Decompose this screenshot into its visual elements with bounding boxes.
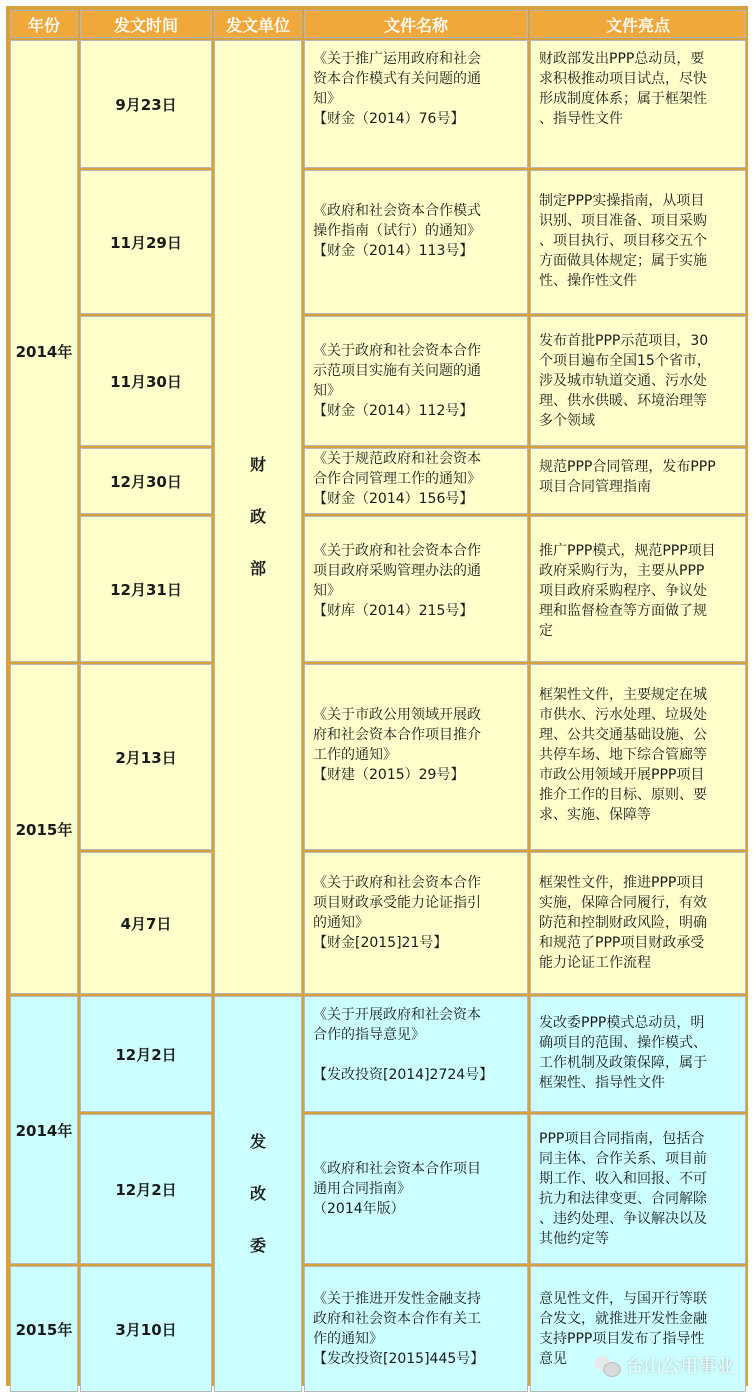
unit-char: 改: [250, 1184, 266, 1203]
highlight-cell: PPP项目合同指南，包括合 同主体、合作关系、项目前 期工作、收入和回报、不可 抗力和法律变更、合同解除 、违约处理、争议解决以及 其他约定等: [530, 1114, 746, 1264]
highlight-cell: 意见性文件，与国开行等联 合发文，就推进开发性金融 支持PPP项目发布了指导性 意见: [530, 1266, 746, 1392]
file-name-cell: 《关于市政公用领域开展政 府和社会资本合作项目推介 工作的通知》 【财建（2015）29号】: [304, 664, 528, 850]
file-name-cell: 《关于规范政府和社会资本 合作合同管理工作的通知》 【财金（2014）156号】: [304, 448, 528, 514]
date-cell: 12月31日: [80, 516, 212, 662]
header-row: [10, 10, 746, 38]
highlight-cell: 发布首批PPP示范项目，30 个项目遍布全国15个省市， 涉及城市轨道交通、污水处 理、供水供暖、环境治理等 多个领域: [530, 316, 746, 446]
file-name-cell: 《政府和社会资本合作模式 操作指南（试行）的通知》 【财金（2014）113号】: [304, 170, 528, 314]
unit-cell-mof: [214, 40, 302, 994]
unit-char: 财: [250, 455, 266, 474]
date-cell: 9月23日: [80, 40, 212, 168]
table-row: [10, 996, 746, 1112]
file-name-cell: 《关于开展政府和社会资本 合作的指导意见》 【发改投资[2014]2724号】: [304, 996, 528, 1112]
unit-char: 委: [250, 1236, 266, 1255]
table-row: [10, 664, 746, 850]
unit-char: 发: [250, 1132, 266, 1151]
highlight-cell: 推广PPP模式，规范PPP项目 政府采购行为，主要从PPP 项目政府采购程序、争议处 理和监督检查等方面做了规 定: [530, 516, 746, 662]
date-cell: 2月13日: [80, 664, 212, 850]
unit-char: 政: [250, 507, 266, 526]
file-name-cell: 《关于政府和社会资本合作 项目政府采购管理办法的通 知》 【财库（2014）215号】: [304, 516, 528, 662]
year-cell: 2015年: [10, 664, 78, 994]
date-cell: 3月10日: [80, 1266, 212, 1392]
ppp-policy-table: [8, 8, 748, 1394]
highlight-cell: 框架性文件，主要规定在城 市供水、污水处理、垃圾处 理、公共交通基础设施、公 共停车场、地下综合管廊等 市政公用领域开展PPP项目 推介工作的目标、原则、要 求、实施、保障等: [530, 664, 746, 850]
file-name-cell: 《关于政府和社会资本合作 示范项目实施有关问题的通 知》 【财金（2014）112号】: [304, 316, 528, 446]
table-row: [10, 170, 746, 314]
date-cell: 11月30日: [80, 316, 212, 446]
highlight-cell: 规范PPP合同管理，发布PPP 项目合同管理指南: [530, 448, 746, 514]
table-row: [10, 1114, 746, 1264]
file-name-cell: 《政府和社会资本合作项目 通用合同指南》 （2014年版）: [304, 1114, 528, 1264]
year-cell: 2014年: [10, 40, 78, 662]
unit-char: 部: [250, 559, 266, 578]
file-name-cell: 《关于政府和社会资本合作 项目财政承受能力论证指引 的通知》 【财金[2015]21号】: [304, 852, 528, 994]
header-highlight: 文件亮点: [530, 10, 746, 38]
date-cell: 12月30日: [80, 448, 212, 514]
date-cell: 12月2日: [80, 996, 212, 1112]
file-name-cell: 《关于推广运用政府和社会 资本合作模式有关问题的通 知》 【财金（2014）76号】: [304, 40, 528, 168]
date-cell: 12月2日: [80, 1114, 212, 1264]
table-row: [10, 316, 746, 446]
file-name-cell: 《关于推进开发性金融支持 政府和社会资本合作有关工 作的通知》 【发改投资[2015]445号】: [304, 1266, 528, 1392]
table-row: [10, 40, 746, 168]
wechat-icon: [594, 1354, 620, 1376]
table-row: [10, 448, 746, 514]
watermark-text: 台山公用事业: [626, 1352, 734, 1378]
table-row: [10, 852, 746, 994]
header-year: 年份: [10, 10, 78, 38]
highlight-cell: 制定PPP实操指南，从项目 识别、项目准备、项目采购 、项目执行、项目移交五个 方面做具体规定；属于实施 性、操作性文件: [530, 170, 746, 314]
header-name: 文件名称: [304, 10, 528, 38]
header-date: 发文时间: [80, 10, 212, 38]
year-cell: 2014年: [10, 996, 78, 1264]
year-cell: 2015年: [10, 1266, 78, 1392]
unit-cell-ndrc: [214, 996, 302, 1392]
highlight-cell: 财政部发出PPP总动员，要 求积极推动项目试点，尽快 形成制度体系；属于框架性 、指导性文件: [530, 40, 746, 168]
watermark: [594, 1352, 734, 1378]
highlight-cell: 发改委PPP模式总动员，明 确项目的范围、操作模式、 工作机制及政策保障，属于 框架性、指导性文件: [530, 996, 746, 1112]
date-cell: 4月7日: [80, 852, 212, 994]
date-cell: 11月29日: [80, 170, 212, 314]
header-unit: 发文单位: [214, 10, 302, 38]
table-row: [10, 516, 746, 662]
highlight-cell: 框架性文件，推进PPP项目 实施，保障合同履行，有效 防范和控制财政风险，明确 和规范了PPP项目财政承受 能力论证工作流程: [530, 852, 746, 994]
table-frame: [6, 6, 748, 1386]
